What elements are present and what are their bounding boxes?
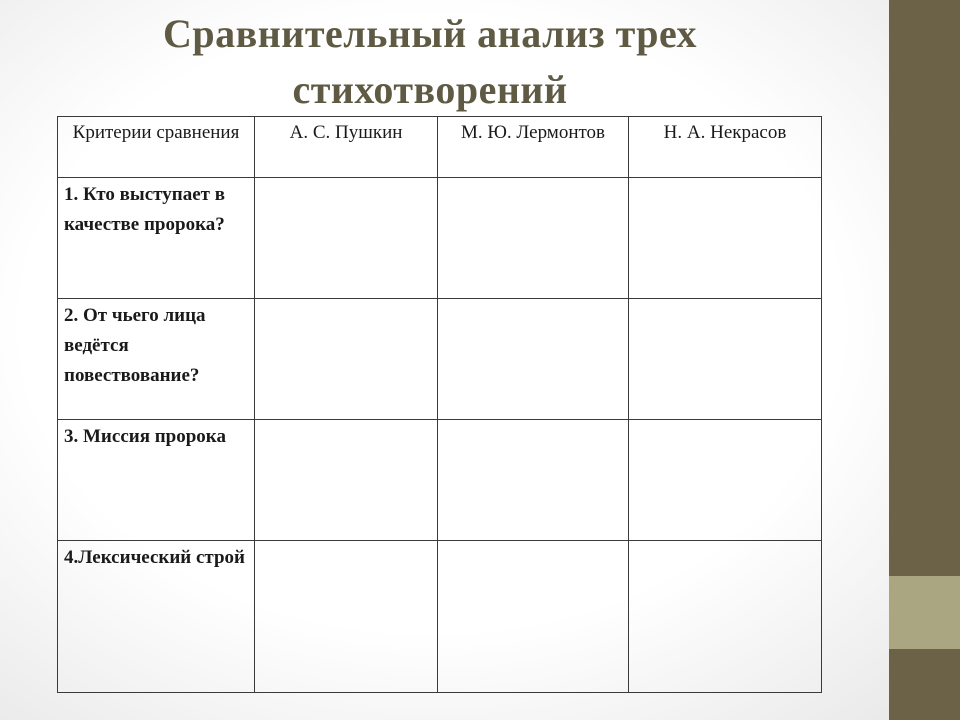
table-cell-nekrasov <box>629 299 822 420</box>
column-header-criteria: Критерии сравнения <box>58 117 255 178</box>
table-cell-pushkin <box>255 299 438 420</box>
slide-title <box>0 6 860 118</box>
table-row <box>58 299 822 420</box>
table-cell-lermontov <box>438 178 629 299</box>
table-row <box>58 541 822 693</box>
criterion-cell: 4.Лексический строй <box>58 541 255 693</box>
table-row <box>58 420 822 541</box>
table-cell-lermontov <box>438 541 629 693</box>
table-cell-pushkin <box>255 541 438 693</box>
criterion-cell: 2. От чьего лица ведётся повествование? <box>58 299 255 420</box>
criterion-cell: 3. Миссия пророка <box>58 420 255 541</box>
side-bar-dark-bottom <box>889 649 960 720</box>
table-cell-lermontov <box>438 420 629 541</box>
slide-title-line-1: Сравнительный анализ трех <box>163 11 697 56</box>
criterion-cell: 1. Кто выступает в качестве пророка? <box>58 178 255 299</box>
table-cell-pushkin <box>255 178 438 299</box>
side-bar-light-accent <box>889 576 960 649</box>
comparison-table <box>57 116 822 693</box>
table-cell-nekrasov <box>629 541 822 693</box>
column-header-nekrasov: Н. А. Некрасов <box>629 117 822 178</box>
table-cell-lermontov <box>438 299 629 420</box>
column-header-lermontov: М. Ю. Лермонтов <box>438 117 629 178</box>
table-header-row <box>58 117 822 178</box>
side-decoration-bar <box>889 0 960 720</box>
table-cell-nekrasov <box>629 420 822 541</box>
table-cell-nekrasov <box>629 178 822 299</box>
table-cell-pushkin <box>255 420 438 541</box>
column-header-pushkin: А. С. Пушкин <box>255 117 438 178</box>
slide-title-line-2: стихотворений <box>292 67 568 112</box>
table-row <box>58 178 822 299</box>
side-bar-dark-top <box>889 0 960 576</box>
